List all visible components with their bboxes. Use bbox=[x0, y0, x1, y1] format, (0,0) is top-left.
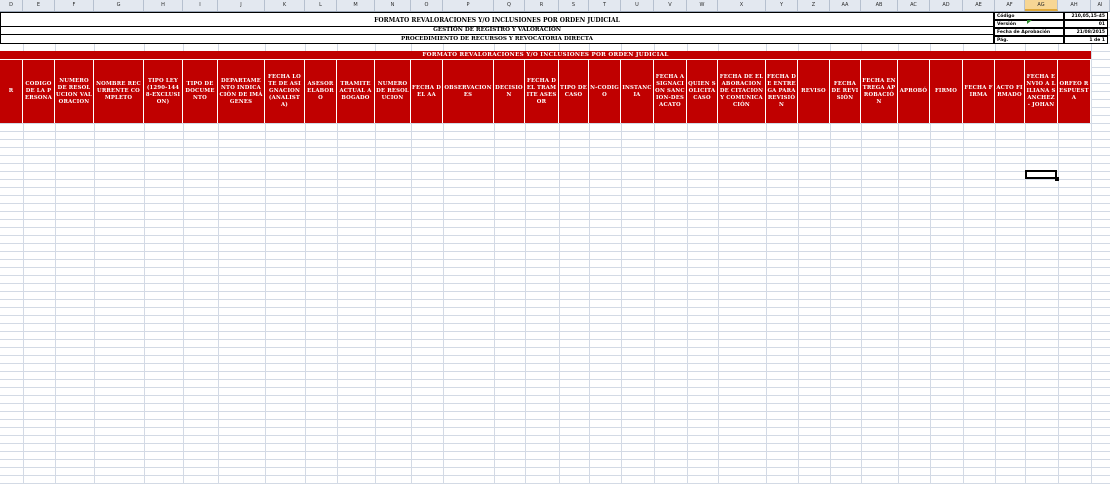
column-header-g[interactable]: G bbox=[94, 0, 144, 11]
fill-handle[interactable] bbox=[1055, 177, 1059, 181]
column-header-m[interactable]: M bbox=[337, 0, 375, 11]
meta-label-version: Versión bbox=[994, 20, 1064, 28]
meta-value-version: 01 bbox=[1064, 20, 1108, 28]
header-cell[interactable]: ACTO FIRMADO bbox=[995, 59, 1025, 123]
column-header-af[interactable]: AF bbox=[995, 0, 1025, 11]
header-cell[interactable]: ORFEO RESPUESTA bbox=[1058, 59, 1091, 123]
comment-indicator-icon[interactable] bbox=[1027, 20, 1032, 24]
header-cell[interactable]: TIPO DE CASO bbox=[559, 59, 589, 123]
header-cell[interactable]: FECHA DEL TRAMITE ASESOR bbox=[525, 59, 559, 123]
header-cell[interactable]: FECHA ASIGNACION SANCION-DESACATO bbox=[654, 59, 687, 123]
meta-label-code: Código bbox=[994, 12, 1064, 20]
column-header-n[interactable]: N bbox=[375, 0, 411, 11]
column-header-y[interactable]: Y bbox=[766, 0, 798, 11]
column-header-i[interactable]: I bbox=[183, 0, 218, 11]
header-cell[interactable]: FECHA FIRMA bbox=[963, 59, 995, 123]
process-title: GESTIÓN DE REGISTRO Y VALORACIÓN bbox=[0, 27, 994, 35]
form-title: FORMATO REVALORACIONES Y/O INCLUSIONES POR ORDEN JUDICIAL bbox=[0, 12, 994, 27]
header-cell[interactable]: OBSERVACIONES bbox=[443, 59, 494, 123]
meta-label-approval-date: Fecha de Aprobación bbox=[994, 28, 1064, 36]
column-header-l[interactable]: L bbox=[305, 0, 337, 11]
header-cell[interactable]: INSTANCIA bbox=[621, 59, 654, 123]
header-cell[interactable]: DECISION bbox=[494, 59, 525, 123]
column-header-bar bbox=[0, 0, 1110, 12]
header-cell[interactable]: APROBÓ bbox=[898, 59, 930, 123]
procedure-title: PROCEDIMIENTO DE RECURSOS Y REVOCATORIA DIRECTA bbox=[0, 35, 994, 44]
column-header-ae[interactable]: AE bbox=[963, 0, 995, 11]
meta-value-approval-date: 21/08/2015 bbox=[1064, 28, 1108, 36]
column-header-r[interactable]: R bbox=[525, 0, 559, 11]
meta-value-code: 210,05,15-45 bbox=[1064, 12, 1108, 20]
column-header-f[interactable]: F bbox=[55, 0, 94, 11]
column-header-ah[interactable]: AH bbox=[1058, 0, 1091, 11]
header-cell[interactable]: FIRMO bbox=[930, 59, 963, 123]
column-header-ad[interactable]: AD bbox=[930, 0, 963, 11]
header-cell[interactable]: FECHA DEL AA bbox=[411, 59, 443, 123]
header-cell[interactable]: ASESOR ELABORO bbox=[305, 59, 337, 123]
column-header-u[interactable]: U bbox=[621, 0, 654, 11]
column-header-q[interactable]: Q bbox=[494, 0, 525, 11]
header-cell[interactable]: FECHA DE ELABORACION DE CITACION Y COMUNICACIÓN bbox=[718, 59, 766, 123]
header-cell[interactable]: FECHA DE REVISIÓN bbox=[830, 59, 861, 123]
column-header-s[interactable]: S bbox=[559, 0, 589, 11]
meta-label-page: Pág. bbox=[994, 36, 1064, 44]
gridline bbox=[1091, 11, 1092, 484]
meta-value-page: 1 de 1 bbox=[1064, 36, 1108, 44]
column-header-k[interactable]: K bbox=[265, 0, 305, 11]
column-header-x[interactable]: X bbox=[718, 0, 766, 11]
column-header-e[interactable]: E bbox=[23, 0, 55, 11]
column-header-aa[interactable]: AA bbox=[830, 0, 861, 11]
selected-cell[interactable] bbox=[1025, 170, 1057, 179]
header-cell[interactable]: FECHA DE ENTREGA PARA REVISIÓN bbox=[766, 59, 798, 123]
header-cell[interactable]: R bbox=[0, 59, 23, 123]
column-header-t[interactable]: T bbox=[589, 0, 621, 11]
header-cell[interactable]: NUMERO DE RESOLUCION bbox=[375, 59, 411, 123]
header-cell[interactable]: REVISO bbox=[798, 59, 830, 123]
column-header-o[interactable]: O bbox=[411, 0, 443, 11]
header-cell[interactable]: TRAMITE ACTUAL ABOGADO bbox=[337, 59, 375, 123]
column-header-z[interactable]: Z bbox=[798, 0, 830, 11]
column-header-ac[interactable]: AC bbox=[898, 0, 930, 11]
header-cell[interactable]: NOMBRE RECURRENTE COMPLETO bbox=[94, 59, 144, 123]
header-cell[interactable]: QUIEN SOLICITA CASO bbox=[687, 59, 718, 123]
column-header-ab[interactable]: AB bbox=[861, 0, 898, 11]
header-cell[interactable]: FECHA LOTE DE ASIGNACION (ANALISTA) bbox=[265, 59, 305, 123]
column-header-v[interactable]: V bbox=[654, 0, 687, 11]
column-header-ai[interactable]: AI bbox=[1091, 0, 1110, 11]
column-header-ag[interactable]: AG bbox=[1025, 0, 1058, 11]
header-cell[interactable]: N-CODIGO bbox=[589, 59, 621, 123]
column-header-w[interactable]: W bbox=[687, 0, 718, 11]
header-cell[interactable]: CODIGO DE LA PERSONA bbox=[23, 59, 55, 123]
header-cell[interactable]: FECHA ENTREGA APROBACIÓN bbox=[861, 59, 898, 123]
header-cell[interactable]: TIPO DE DOCUMENTO bbox=[183, 59, 218, 123]
header-cell[interactable]: TIPO LEY (1290-1448-EXCLUSION) bbox=[144, 59, 183, 123]
column-header-h[interactable]: H bbox=[144, 0, 183, 11]
column-header-d[interactable]: D bbox=[0, 0, 23, 11]
column-header-p[interactable]: P bbox=[443, 0, 494, 11]
header-cell[interactable]: DEPARTAMENTO INDICACIÓN DE IMÁGENES bbox=[218, 59, 265, 123]
table-banner: FORMATO REVALORACIONES Y/O INCLUSIONES POR ORDEN JUDICIAL bbox=[0, 51, 1091, 59]
header-cell[interactable]: FECHA ENVIO A LILIANA SANCHEZ - JOHAN bbox=[1025, 59, 1058, 123]
header-cell[interactable]: NUMERO DE RESOLUCION VALORACION bbox=[55, 59, 94, 123]
column-header-j[interactable]: J bbox=[218, 0, 265, 11]
